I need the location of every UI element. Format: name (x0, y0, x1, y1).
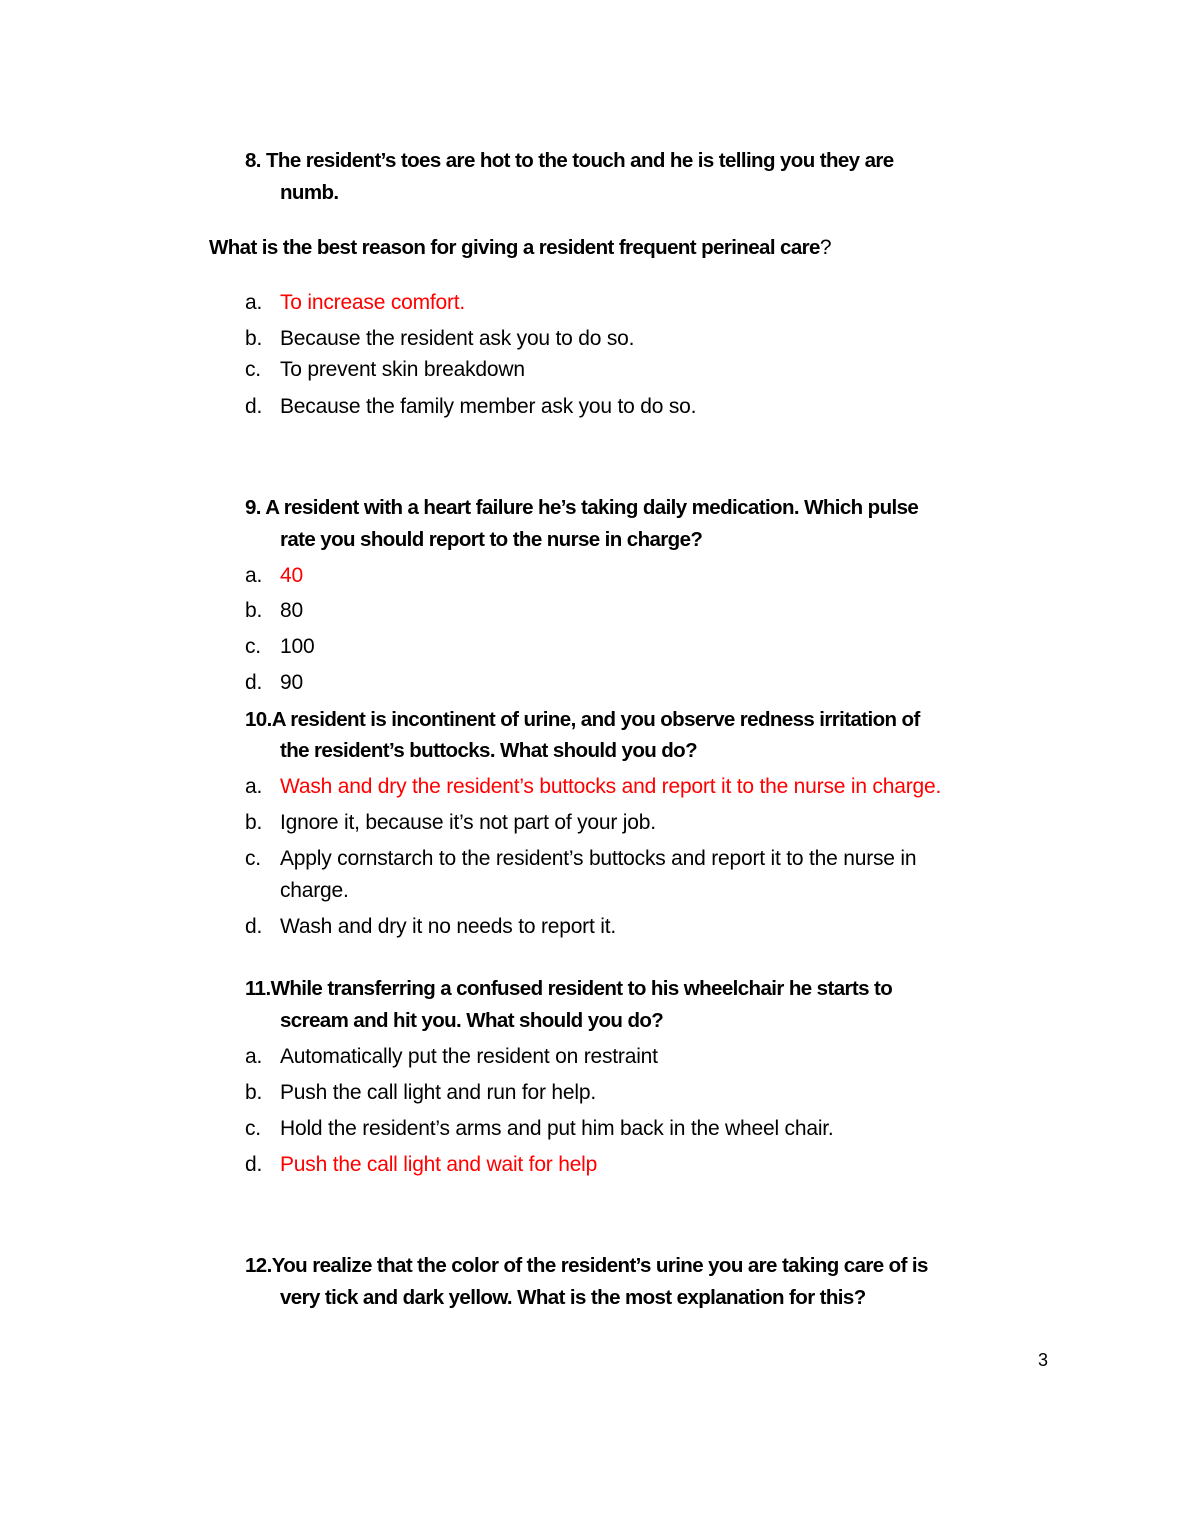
option-label: b. (245, 599, 263, 622)
question-11-line-2: scream and hit you. What should you do? (280, 1009, 664, 1032)
question-12-line-2: very tick and dark yellow. What is the most explanation for this? (280, 1286, 866, 1309)
question-10-line-2: the resident’s buttocks. What should you do? (280, 739, 698, 762)
question-12-line-1: 12.You realize that the color of the resident’s urine you are taking care of is (245, 1254, 928, 1277)
option-text: 80 (280, 599, 303, 622)
option-text-correct: Wash and dry the resident’s buttocks and report it to the nurse in charge. (280, 775, 942, 798)
option-text: Wash and dry it no needs to report it. (280, 915, 616, 938)
option-text: 100 (280, 635, 315, 658)
option-d (0, 394, 1190, 420)
option-b (0, 1080, 1190, 1106)
option-b (0, 598, 1190, 624)
question-11-line-1: 11.While transferring a confused resident to his wheelchair he starts to (245, 977, 893, 1000)
option-text: Automatically put the resident on restraint (280, 1045, 658, 1068)
option-c (0, 634, 1190, 660)
option-a (0, 774, 1190, 800)
question-9-line-1: 9. A resident with a heart failure he’s taking daily medication. Which pulse (245, 496, 919, 519)
option-text: Because the family member ask you to do so. (280, 395, 697, 418)
option-c (0, 357, 1190, 383)
option-text-correct: 40 (280, 564, 303, 587)
question-perineal-text: What is the best reason for giving a resident frequent perineal care (209, 236, 820, 259)
option-label: d. (245, 671, 263, 694)
option-d (0, 914, 1190, 940)
option-text-correct: Push the call light and wait for help (280, 1153, 598, 1176)
option-label: d. (245, 915, 263, 938)
option-label: a. (245, 564, 263, 587)
question-perineal-care (209, 235, 831, 261)
option-label: c. (245, 847, 261, 870)
option-b (0, 810, 1190, 836)
option-label: a. (245, 775, 263, 798)
option-a (0, 290, 1190, 316)
question-8-line-1: 8. The resident’s toes are hot to the touch and he is telling you they are (245, 149, 894, 172)
option-label: a. (245, 291, 263, 314)
option-label: d. (245, 1153, 263, 1176)
option-text: 90 (280, 671, 303, 694)
option-d (0, 670, 1190, 696)
option-a (0, 563, 1190, 589)
option-label: b. (245, 327, 263, 350)
option-label: c. (245, 358, 261, 381)
option-label: a. (245, 1045, 263, 1068)
question-mark: ? (819, 236, 832, 259)
option-label: c. (245, 635, 261, 658)
question-8-line-2: numb. (280, 181, 339, 204)
option-b (0, 326, 1190, 352)
option-label: d. (245, 395, 263, 418)
option-c (0, 846, 1190, 872)
option-text: Push the call light and run for help. (280, 1081, 596, 1104)
option-d (0, 1152, 1190, 1178)
option-a (0, 1044, 1190, 1070)
question-10-line-1: 10.A resident is incontinent of urine, and you observe redness irritation of (245, 708, 920, 731)
option-c (0, 1116, 1190, 1142)
option-text: Because the resident ask you to do so. (280, 327, 635, 350)
option-text: To prevent skin breakdown (280, 358, 525, 381)
option-label: b. (245, 811, 263, 834)
option-text: Apply cornstarch to the resident’s buttocks and report it to the nurse in (280, 847, 917, 870)
question-9-line-2: rate you should report to the nurse in charge? (280, 528, 703, 551)
page-number: 3 (1038, 1350, 1048, 1370)
option-label: c. (245, 1117, 261, 1140)
option-c-continued: charge. (280, 879, 349, 902)
option-text: Ignore it, because it’s not part of your job. (280, 811, 656, 834)
option-label: b. (245, 1081, 263, 1104)
option-text-correct: To increase comfort. (280, 291, 466, 314)
option-text: Hold the resident’s arms and put him back in the wheel chair. (280, 1117, 834, 1140)
